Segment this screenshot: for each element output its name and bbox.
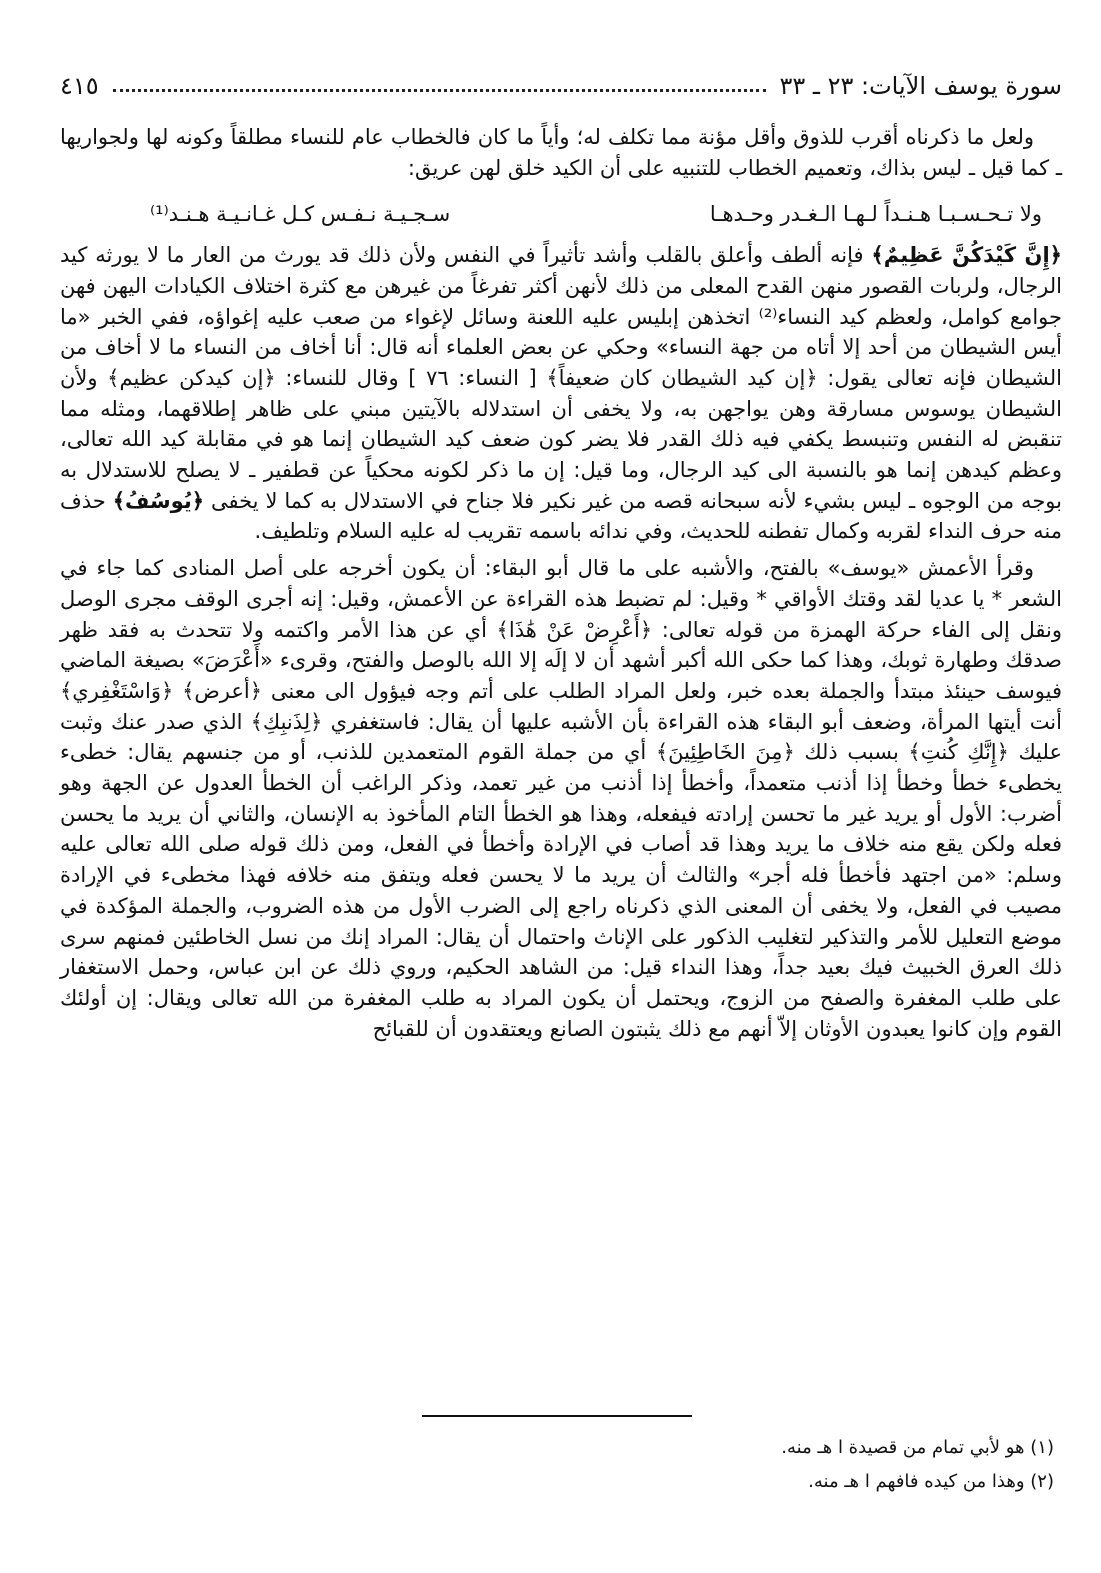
body-text (60, 122, 1062, 1044)
quran-quote: ﴿إِنَّ كَيْدَكُنَّ عَظِيمٌ﴾ (871, 243, 1062, 268)
footnote-2: (٢) وهذا من كيده فافهم ا هـ منه. (808, 1471, 1054, 1492)
footnotes (60, 1415, 1062, 1503)
poetry-verse (60, 189, 1062, 240)
paragraph-2-end: حذف منه حرف النداء لقربه وكمال تفطنه للحديث، وفي ندائه باسمه تقريب له عليه السلام وتلطيف. (60, 488, 1062, 544)
page (60, 60, 1062, 1050)
quran-quote-yusuf: ﴿يُوسُفُ﴾ (112, 488, 205, 513)
paragraph-1: ولعل ما ذكرناه أقرب للذوق وأقل مؤنة مما تكلف له؛ وأياً ما كان فالخطاب عام للنساء مطلقاً وكونه لها ولجواريها ـ كما قيل ـ ليس بذاك، وتعميم الخطاب للتنبيه على أن الكيد خلق لهن عريق: (60, 125, 1062, 180)
paragraph-2 (60, 240, 1062, 547)
footnote-rule (422, 1415, 692, 1417)
page-number: ٤١٥ (60, 72, 99, 100)
verse-first-hemistich: ولا تـحـسـبـا هـنـداً لـهـا الـغـدر وحـدهـا (709, 202, 1042, 227)
footnote-1: (١) هو لأبي تمام من قصيدة ا هـ منه. (781, 1437, 1054, 1458)
header-dot-leader (113, 89, 766, 92)
running-head (60, 60, 1062, 100)
verse-second-hemistich: سـجـيـة نـفـس كـل غـانـيـة هـنـد⁽¹⁾ (150, 202, 451, 227)
chapter-title: سورة يوسف الآيات: ٢٣ ـ ٣٣ (779, 72, 1062, 100)
paragraph-3: وقرأ الأعمش «يوسف» بالفتح، والأشبه على ما قال أبو البقاء: أن يكون أخرجه على أصل المنادى كما جاء في الشعر * يا عديا لقد وقتك الأواقي * وقيل: لم تضبط هذه القراءة عن الأعمش، وقيل: إنه أجرى الوقف مجرى الوصل ونقل إلى الفاء حركة الهمزة من قوله تعالى: ﴿أَعْرِضْ عَنْ هَٰذَا﴾ أي عن هذا الأمر واكتمه ولا تتحدث به فقد ظهر صدقك وطهارة ثوبك، وهذا كما حكى الله أكبر أشهد أن لا إلَه إلا الله بالوصل والفتح، وقرىء «أَعْرَضَ» بصيغة الماضي فيوسف حينئذ مبتدأ والجملة بعده خبر، ولعل المراد الطلب على أتم وجه فيؤول الى معنى ﴿أعرض﴾ ﴿وَاسْتَغْفِري﴾ أنت أيتها المرأة، وضعف أبو البقاء هذه القراءة بأن الأشبه عليها أن يقال: فاستغفري ﴿لِذَنبِكِ﴾ الذي صدر عنك وثبت عليك ﴿إِنَّكِ كُنتِ﴾ بسبب ذلك ﴿مِنَ الخَاطِئِينَ﴾ أي من جملة القوم المتعمدين للذنب، أو من جنسهم يقال: خطىء يخطىء خطأ وخطأ إذا أذنب متعمداً، وأخطأ إذا أذنب من غير تعمد، وذكر الراغب أن الخطأ العدول عن الجهة وهو أضرب: الأول أو يريد غير ما تحسن إرادته فيفعله، وهذا هو الخطأ التام المأخوذ به الإنسان، والثاني أن يريد ما يحسن فعله ولكن يقع منه خلاف ما يريد وهذا قد أصاب في الإرادة وأخطأ في الفعل، ومن ذلك قوله صلى الله تعالى عليه وسلم: «من اجتهد فأخطأ فله أجر» والثالث أن يريد ما لا يحسن فعله ويتفق منه خلافه فهذا مخطىء في الإرادة مصيب في الفعل، ولا يخفى أن المعنى الذي ذكرناه راجع إلى الضرب الأول من هذه الضروب، والجملة المؤكدة في موضع التعليل للأمر والتذكير لتغليب الذكور على الإناث واحتمال أن يقال: المراد إنك من نسل الخاطئين فمنهم سرى ذلك العرق الخبيث فيك بعيد جداً، وهذا النداء قيل: من الشاهد الحكيم، وروي ذلك عن ابن عباس، وحمل الاستغفار على طلب المغفرة والصفح من الزوج، ويحتمل أن يكون المراد به طلب المغفرة من الله تعالى ويقال: إن أولئك القوم وإن كانوا يعبدون الأوثان إلاّ أنهم مع ذلك يثبتون الصانع ويعتقدون أن للقبائح (60, 556, 1062, 1041)
paragraph-2-text: فإنه ألطف وأعلق بالقلب وأشد تأثيراً في النفس ولأن ذلك قد يورث من العار ما لا يورثه كيد الرجال، ولربات القصور منهن القدح المعلى من ذلك لأنهن أكثر تفرغاً من غيرهن مع كثرة اختلاف الكيادات اليهن فهن جوامع كوامل، ولعظم كيد النساء⁽²⁾ اتخذهن إبليس عليه اللعنة وسائل لإغواء من صعب عليه إغواؤه، ففي الخبر «ما أيس الشيطان من أحد إلا أتاه من جهة النساء» وحكي عن بعض العلماء أنه قال: أنا أخاف من النساء ما لا أخاف من الشيطان فإنه تعالى يقول: ﴿إن كيد الشيطان كان ضعيفاً﴾ [ النساء: ٧٦ ] وقال للنساء: ﴿إن كيدكن عظيم﴾ ولأن الشيطان يوسوس مسارقة وهن يواجهن به، ولا يخفى أن استدلاله بالآيتين مبني على ظاهر إطلاقهما، ومثله مما تنقبض له النفس وتنبسط يكفي فيه ذلك القدر فلا يضر كون ضعف كيد الشيطان إنما هو في مقابلة كيد الله تعالى، وعظم كيدهن إنما هو بالنسبة الى كيد الرجال، وما قيل: إن ما ذكر لكونه محكياً عن قطفير ـ لا يصلح للاستدلال به بوجه من الوجوه ـ ليس بشيء لأنه سبحانه قصه من غير نكير فلا جناح في الاستدلال به كما لا يخفى (60, 243, 1062, 513)
